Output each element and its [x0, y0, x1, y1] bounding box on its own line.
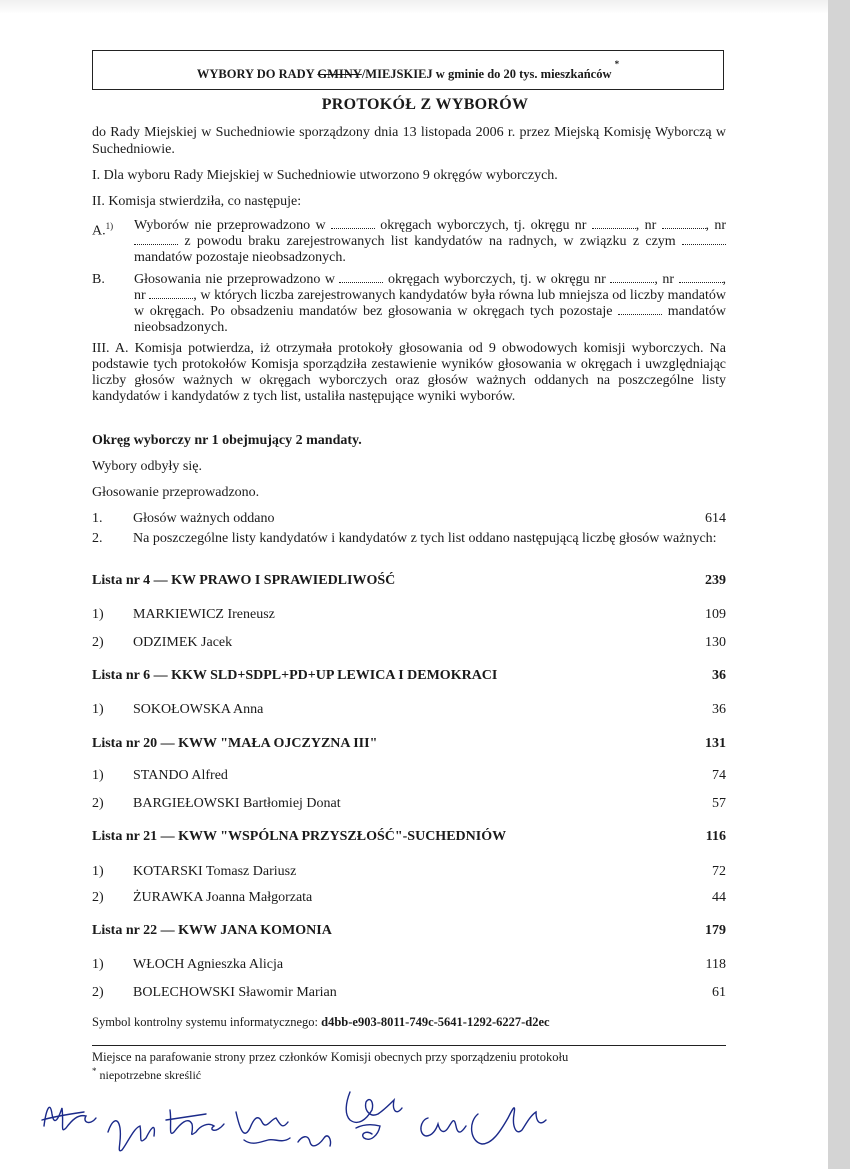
candidate-row: 2) BOLECHOWSKI Sławomir Marian 61 [92, 985, 726, 1000]
header-footnote-mark: * [614, 59, 620, 69]
district-heading: Okręg wyborczy nr 1 obejmujący 2 mandaty. [92, 433, 362, 448]
signature-7 [472, 1108, 546, 1144]
valid-votes-value: 614 [705, 511, 726, 526]
intro-paragraph: do Rady Miejskiej w Suchedniowie sporządzony dnia 13 listopada 2006 r. przez Miejską Komisję Wyborczą w Suchedniowie. [92, 125, 726, 157]
candidate-row: 2) ŻURAWKA Joanna Małgorzata 44 [92, 890, 726, 905]
initials-note: Miejsce na parafowanie strony przez członków Komisji obecnych przy sporządzeniu protokołu [92, 1050, 569, 1064]
list-4-header: Lista nr 4 — KW PRAWO I SPRAWIEDLIWOŚĆ 239 [92, 573, 726, 588]
candidate-row: 1) WŁOCH Agnieszka Alicja 118 [92, 957, 726, 972]
document-title: PROTOKÓŁ Z WYBORÓW [321, 96, 529, 113]
candidate-row: 2) ODZIMEK Jacek 130 [92, 635, 726, 650]
header-struck-word: GMINY [317, 67, 362, 82]
signature-1 [42, 1107, 96, 1129]
signature-5 [346, 1092, 402, 1139]
candidate-row: 1) KOTARSKI Tomasz Dariusz 72 [92, 864, 726, 879]
control-symbol: Symbol kontrolny systemu informatycznego: d4bb-e903-8011-749c-5641-1292-6227-d2ec [92, 1015, 550, 1029]
section-i: I. Dla wyboru Rady Miejskiej w Suchedniowie utworzono 9 okręgów wyborczych. [92, 168, 558, 183]
district-held: Wybory odbyły się. [92, 459, 202, 474]
list-20-total: 131 [705, 736, 726, 751]
list-22-total: 179 [705, 923, 726, 938]
candidate-row: 2) BARGIEŁOWSKI Bartłomiej Donat 57 [92, 796, 726, 811]
candidate-row: 1) SOKOŁOWSKA Anna 36 [92, 702, 726, 717]
valid-votes-row: 1. Głosów ważnych oddano 614 [92, 511, 726, 526]
signature-4 [236, 1112, 331, 1146]
footer-divider [92, 1045, 726, 1046]
strike-note: * niepotrzebne skreślić [92, 1066, 202, 1082]
section-b: B. Głosowania nie przeprowadzono w okręgach wyborczych, tj. w okręgu nr , nr , nr , w których liczba zarejestrowanych kandydatów była równa lub mniejsza od liczby mandatów w okręgach. Po obsadzeniu mandatów bez głosowania w okręgach tych pozostaje mandatów nieobsadzonych. [92, 272, 727, 335]
section-a: A.$^{1)}$ Wyborów nie przeprowadzono w okręgach wyborczych, tj. okręgu nr , nr , nr z powodu braku zarejestrowanych list kandydatów na radnych, w związku z czym mandatów pozostaje nieobsadzonych. [92, 218, 727, 265]
signature-2 [108, 1121, 154, 1151]
section-ii: II. Komisja stwierdziła, co następuje: [92, 194, 302, 209]
list-6-header: Lista nr 6 — KKW SLD+SDPL+PD+UP LEWICA I DEMOKRACI 36 [92, 668, 726, 683]
section-a-label: A.$^{1)}$ [92, 221, 114, 239]
signatures-area [30, 1080, 570, 1165]
header-prefix: WYBORY DO RADY [196, 67, 318, 82]
list-21-header: Lista nr 21 — KWW "WSPÓLNA PRZYSZŁOŚĆ"-SUCHEDNIÓW 116 [92, 829, 726, 844]
district-voting: Głosowanie przeprowadzono. [92, 485, 260, 500]
list-6-total: 36 [712, 668, 726, 683]
list-20-header: Lista nr 20 — KWW "MAŁA OJCZYZNA III" 131 [92, 736, 726, 751]
list-4-total: 239 [705, 573, 726, 588]
signature-6 [421, 1118, 466, 1136]
signature-3 [166, 1110, 224, 1134]
list-22-header: Lista nr 22 — KWW JANA KOMONIA 179 [92, 923, 726, 938]
candidate-row: 1) STANDO Alfred 74 [92, 768, 726, 783]
header-suffix: /MIEJSKIEJ w gminie do 20 tys. mieszkańców [361, 67, 612, 82]
votes-per-list-intro: 2. Na poszczególne listy kandydatów i kandydatów z tych list oddano następującą liczbę głosów ważnych: [92, 531, 717, 546]
control-symbol-value: d4bb-e903-8011-749c-5641-1292-6227-d2ec [321, 1015, 550, 1029]
list-21-total: 116 [705, 829, 726, 844]
election-header-box [92, 50, 724, 90]
candidate-row: 1) MARKIEWICZ Ireneusz 109 [92, 607, 726, 622]
section-b-label: B. [92, 272, 105, 287]
section-iii: III. A. Komisja potwierdza, iż otrzymała protokoły głosowania od 9 obwodowych komisji wyborczych. Na podstawie tych protokołów Komisja sporządziła zestawienie wyników głosowania w okręgach i uwzględniając liczby głosów ważnych w okręgach wyborczych oraz głosów ważnych oddanych na poszczególne listy kandydatów i kandydatów z tych list, ustaliła następujące wyniki wyborów. [92, 341, 726, 404]
